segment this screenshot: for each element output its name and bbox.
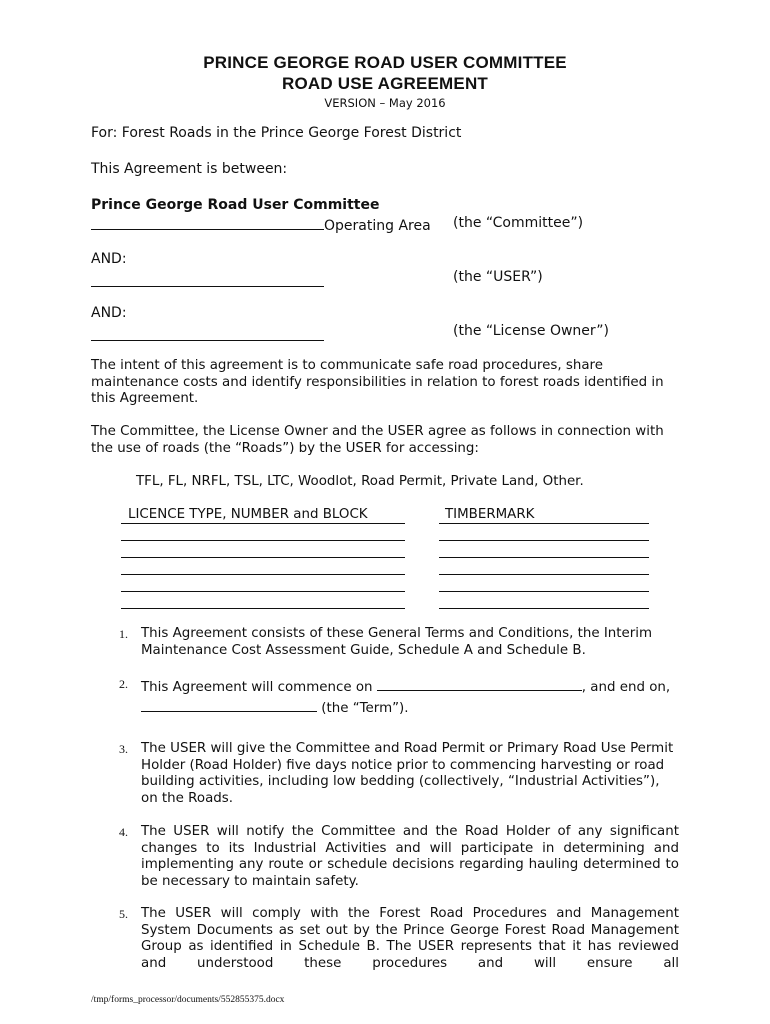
item-number: 2. xyxy=(119,677,128,691)
timbermark-row-line[interactable] xyxy=(439,591,649,592)
term-text: (the “Term”). xyxy=(321,700,409,716)
licence-row-line[interactable] xyxy=(121,574,405,575)
accessing-types: TFL, FL, NRFL, TSL, LTC, Woodlot, Road Permit, Private Land, Other. xyxy=(136,474,584,489)
commence-date-blank[interactable] xyxy=(377,676,582,691)
list-item-2 xyxy=(119,676,679,717)
operating-area-blank[interactable] xyxy=(91,215,324,230)
end-date-blank[interactable] xyxy=(141,697,317,712)
user-blank[interactable] xyxy=(91,286,324,287)
item-number: 3. xyxy=(119,742,128,756)
user-label: (the “USER”) xyxy=(453,269,543,285)
list-item-1 xyxy=(119,626,679,659)
timbermark-row-line[interactable] xyxy=(439,557,649,558)
item-number: 4. xyxy=(119,825,128,839)
committee-label: (the “Committee”) xyxy=(453,215,584,231)
item-number: 1. xyxy=(119,627,128,641)
license-owner-label: (the “License Owner”) xyxy=(453,323,609,339)
timbermark-row-line[interactable] xyxy=(439,540,649,541)
title-line-1: PRINCE GEORGE ROAD USER COMMITTEE xyxy=(203,53,567,72)
agree-paragraph: The Committee, the License Owner and the USER agree as follows in connection with the use of roads (the “Roads”) by the USER for accessing: xyxy=(91,424,664,456)
operating-area-label: Operating Area xyxy=(324,218,431,234)
licence-row-line[interactable] xyxy=(121,540,405,541)
license-owner-blank[interactable] xyxy=(91,340,324,341)
list-item-4 xyxy=(119,824,679,890)
list-item-3 xyxy=(119,741,679,807)
col-header-timbermark: TIMBERMARK xyxy=(445,507,535,522)
end-text: , and end on, xyxy=(581,680,671,695)
commence-text: This Agreement will commence on xyxy=(141,680,373,695)
timbermark-row-line[interactable] xyxy=(439,523,649,524)
intent-paragraph: The intent of this agreement is to communicate safe road procedures, share maintenance costs and identify responsibilities in relation to forest roads identified in this Agreement. xyxy=(91,358,664,406)
col-header-licence: LICENCE TYPE, NUMBER and BLOCK xyxy=(128,507,368,522)
licence-row-line[interactable] xyxy=(121,523,405,524)
timbermark-row-line[interactable] xyxy=(439,608,649,609)
version-text: VERSION – May 2016 xyxy=(324,96,446,110)
item-text: The USER will give the Committee and Road Permit or Primary Road Use Permit Holder (Road Holder) five days notice prior to commencing harvesting or road building activities, including low bedding (collectively, “Industrial Activities”), on the Roads. xyxy=(141,741,674,806)
committee-name: Prince George Road User Committee xyxy=(91,197,380,213)
item-text: This Agreement consists of these General Terms and Conditions, the Interim Maintenance Cost Assessment Guide, Schedule A and Schedule B. xyxy=(141,626,653,658)
for-line: For: Forest Roads in the Prince George Forest District xyxy=(91,125,462,141)
title-line-2: ROAD USE AGREEMENT xyxy=(281,74,489,93)
item-number: 5. xyxy=(119,907,128,921)
committee-row xyxy=(91,215,431,234)
licence-row-line[interactable] xyxy=(121,608,405,609)
and-label-1: AND: xyxy=(91,251,127,267)
and-label-2: AND: xyxy=(91,305,127,321)
licence-row-line[interactable] xyxy=(121,591,405,592)
item-text: The USER will comply with the Forest Road Procedures and Management System Documents as set out by the Prince George Forest Road Management Group as identified in Schedule B. The USER represents that it has reviewed and understood these procedures and will ensure all xyxy=(141,906,679,971)
list-item-5 xyxy=(119,906,679,972)
licence-row-line[interactable] xyxy=(121,557,405,558)
item-text xyxy=(141,676,679,717)
timbermark-row-line[interactable] xyxy=(439,574,649,575)
footer-path: /tmp/forms_processor/documents/552855375.docx xyxy=(91,995,285,1005)
item-text: The USER will notify the Committee and the Road Holder of any significant changes to its Industrial Activities and will participate in determining and implementing any route or schedule decisions regarding hauling determined to be necessary to maintain safety. xyxy=(141,824,679,889)
between-line: This Agreement is between: xyxy=(91,161,288,177)
